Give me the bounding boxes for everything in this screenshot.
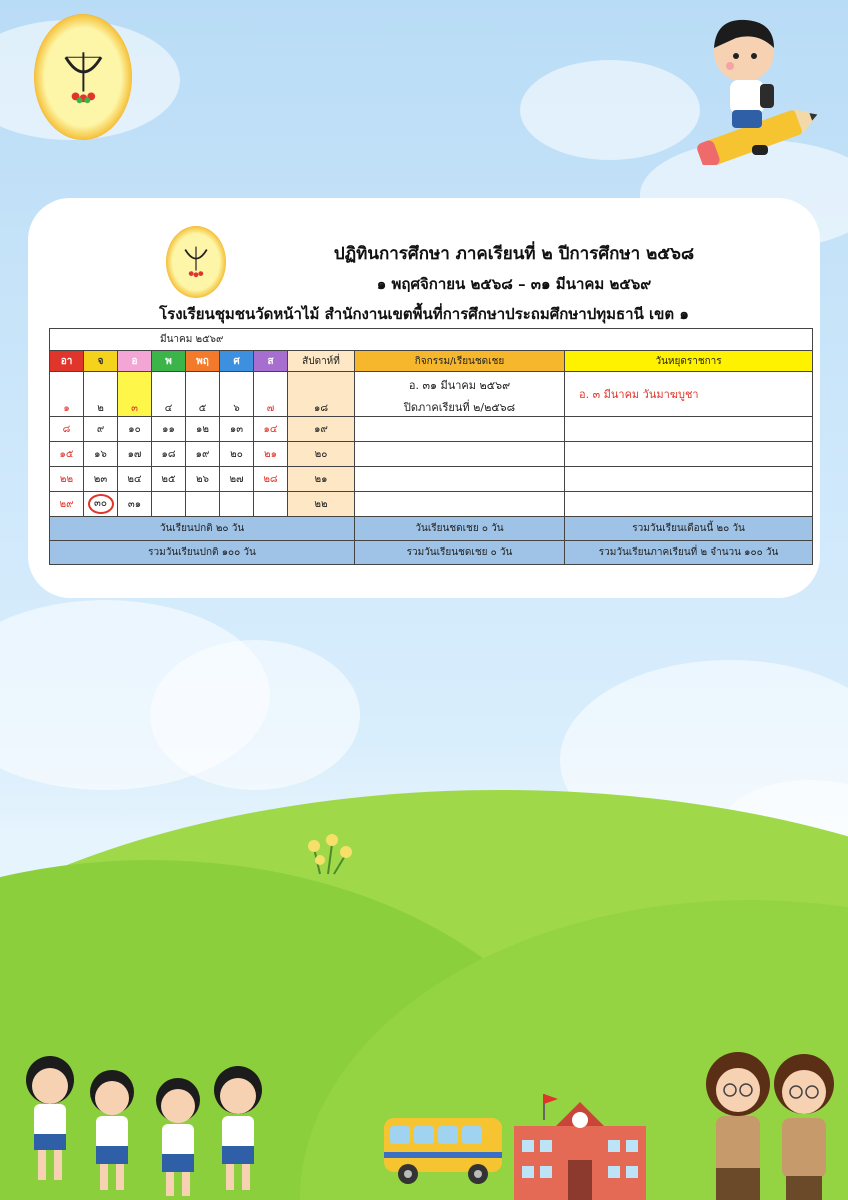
day-cell: ๕ [186,372,220,417]
holiday-cell: อ. ๓ มีนาคม วันมาฆบูชา [565,372,813,417]
day-cell: ๓ [118,372,152,417]
day-cell: ๒๐ [220,442,254,467]
day-cell: ๒๗ [220,467,254,492]
day-cell [152,492,186,517]
week-row [50,467,813,492]
day-cell: ๑๘ [152,442,186,467]
day-cell: ๒๒ [50,467,84,492]
activity-cell [355,492,565,517]
day-header-cell: พฤ [186,351,220,372]
day-header-cell: อา [50,351,84,372]
month-total: รวมวันเรียนเดือนนี้ ๒๐ วัน [565,517,813,541]
day-header-row [50,351,813,372]
cloud [150,640,360,790]
date-range: ๑ พฤศจิกายน ๒๕๖๘ – ๓๑ มีนาคม ๒๕๖๙ [376,275,652,293]
day-cell: ๑๙ [186,442,220,467]
day-cell: ๓๑ [118,492,152,517]
teachers-illustration [700,1048,840,1200]
regular-days: วันเรียนปกติ ๒๐ วัน [50,517,355,541]
day-cell [254,492,288,517]
week-row [50,492,813,517]
day-header-cell: อ [118,351,152,372]
day-cell [186,492,220,517]
kids-walking-illustration [20,1050,270,1200]
day-cell: ๒๑ [254,442,288,467]
school-line: โรงเรียนชุมชนวัดหน้าไม้ สำนักงานเขตพื้นที่การศึกษาประถมศึกษาปทุมธานี เขต ๑ [159,305,689,323]
school-building-illustration [510,1090,650,1200]
activity-line: ปิดภาคเรียนที่ ๒/๒๕๖๘ [403,401,516,414]
day-cell: ๑ [50,372,84,417]
day-cell: ๔ [152,372,186,417]
activity-cell [355,467,565,492]
day-header-cell: จ [84,351,118,372]
activity-header: กิจกรรม/เรียนชดเชย [355,351,565,372]
makeup-days: วันเรียนชดเชย ๐ วัน [355,517,565,541]
day-cell: ๙ [84,417,118,442]
day-cell [220,492,254,517]
day-cell: ๑๓ [220,417,254,442]
day-cell: ๒๖ [186,467,220,492]
week-row [50,372,813,417]
day-cell: ๘ [50,417,84,442]
day-cell: ๑๖ [84,442,118,467]
day-cell: ๒๙ [50,492,84,517]
semester-total: รวมวันเรียนภาคเรียนที่ ๒ จำนวน ๑๐๐ วัน [565,541,813,565]
day-cell: ๒๓ [84,467,118,492]
activity-cell [355,417,565,442]
day-cell: ๑๔ [254,417,288,442]
total-makeup: รวมวันเรียนชดเชย ๐ วัน [355,541,565,565]
holiday-cell [565,417,813,442]
weeks-body [50,372,813,517]
day-cell: ๒๔ [118,467,152,492]
activity-cell [355,442,565,467]
month-label: มีนาคม ๒๕๖๙ [50,329,813,351]
highlighted-day: ๓๐ [88,494,114,514]
day-header-cell: พ [152,351,186,372]
day-cell: ๑๒ [186,417,220,442]
holiday-header: วันหยุดราชการ [565,351,813,372]
day-cell: ๖ [220,372,254,417]
school-logo [34,14,132,140]
week-number: ๑๙ [288,417,355,442]
week-number: ๒๑ [288,467,355,492]
holiday-cell [565,492,813,517]
day-cell: ๒๕ [152,467,186,492]
total-regular: รวมวันเรียนปกติ ๑๐๐ วัน [50,541,355,565]
week-number: ๒๐ [288,442,355,467]
week-number: ๒๒ [288,492,355,517]
day-cell: ๑๐ [118,417,152,442]
flower-bush-illustration [300,828,356,876]
day-cell: ๒ [84,372,118,417]
week-row [50,417,813,442]
day-cell: ๑๑ [152,417,186,442]
day-header-cell: ส [254,351,288,372]
boy-on-pencil-illustration [696,10,826,165]
holiday-cell [565,442,813,467]
cloud [520,60,700,160]
school-bus-illustration [382,1112,504,1188]
week-number: ๑๘ [288,372,355,417]
holiday-cell [565,467,813,492]
activity-line: อ. ๓๑ มีนาคม ๒๕๖๙ [408,379,511,392]
week-header: สัปดาห์ที่ [288,351,355,372]
day-header-cell: ศ [220,351,254,372]
day-cell: ๗ [254,372,288,417]
week-row [50,442,813,467]
day-cell: ๑๕ [50,442,84,467]
day-cell: ๒๘ [254,467,288,492]
calendar-table [49,328,813,565]
activity-cell [355,372,565,417]
bow-emblem-icon [54,39,113,115]
day-cell: ๑๗ [118,442,152,467]
calendar-title: ปฏิทินการศึกษา ภาคเรียนที่ ๒ ปีการศึกษา ๒๕๖๘ [333,244,695,264]
day-cell [84,492,118,517]
